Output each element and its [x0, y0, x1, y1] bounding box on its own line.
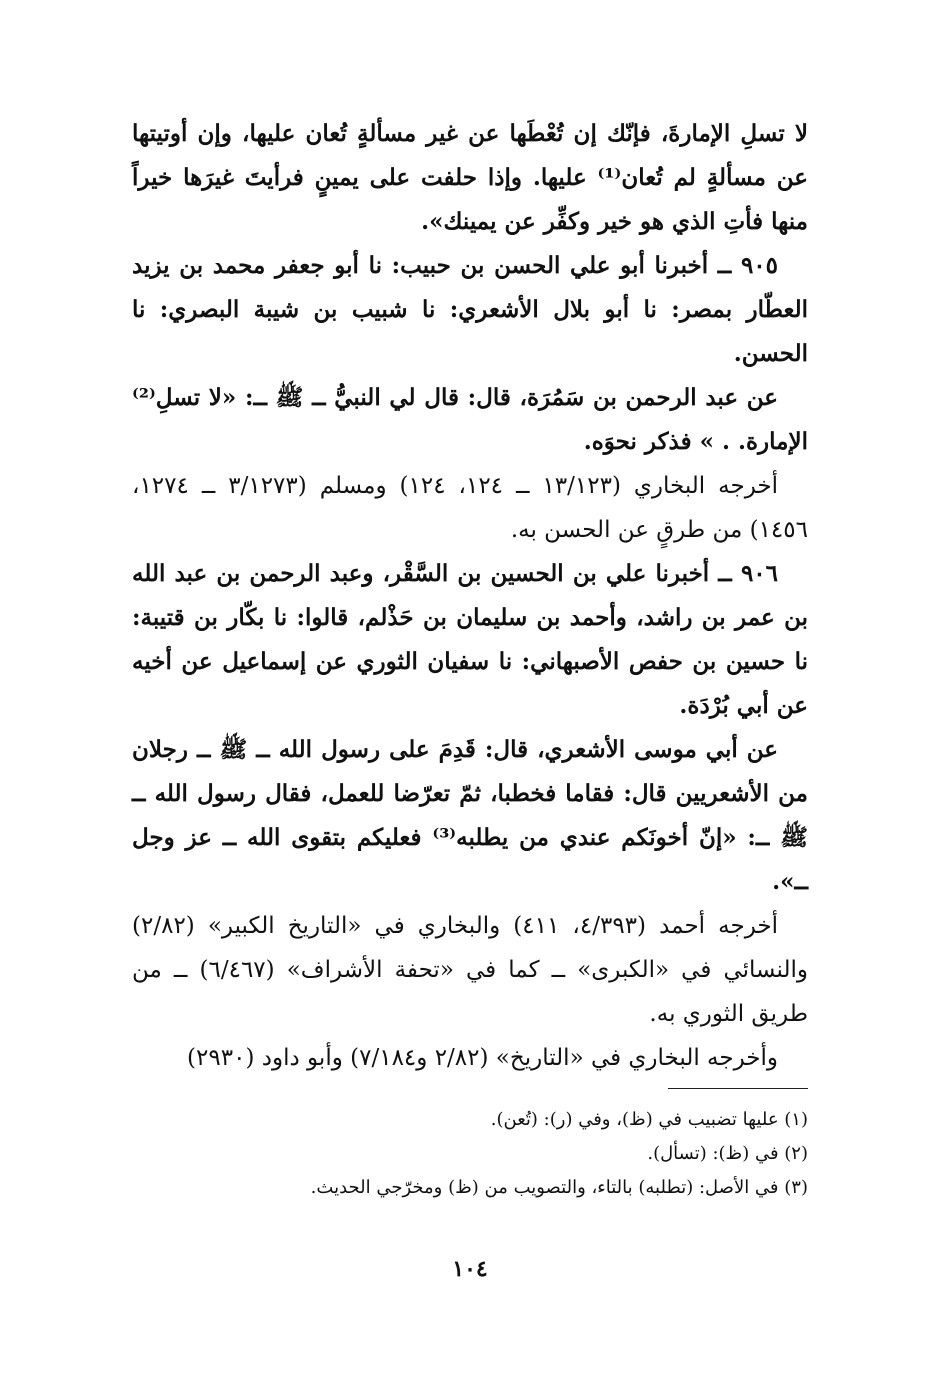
takhrij-905-paragraph: أخرجه البخاري (١٣/١٢٣ ــ ١٢٤، ١٢٤) ومسلم (٣/١٢٧٣ ــ ١٢٧٤، ١٤٥٦) من طرقٍ عن الحسن به. [132, 473, 808, 543]
footnotes-list [132, 1103, 808, 1205]
takhrij-906-paragraph: أخرجه أحمد (٤/٣٩٣، ٤١١) والبخاري في «التاريخ الكبير» (٢/٨٢) والنسائي في «الكبرى» ــ كما في «تحفة الأشراف» (٦/٤٦٧) ــ من طريق الثوري به. [132, 913, 808, 1027]
hadith-906-text-paragraph: عن أبي موسى الأشعري، قال: قَدِمَ على رسول الله ــ ﷺ ــ رجلان من الأشعريين قال: فقاما فخطبا، ثمّ تعرّضا للعمل، فقال رسول الله ــ ﷺ ــ: «إنّ أخونَكم عندي من يطلبه⁽³⁾ فعليكم بتقوى الله ــ عز وجل ــ». [132, 736, 808, 895]
isnad-905-paragraph: ٩٠٥ ــ أخبرنا أبو علي الحسن بن حبيب: نا أبو جعفر محمد بن يزيد العطّار بمصر: نا أبو بلال الأشعري: نا شبيب بن شيبة البصري: نا الحسن. [132, 252, 808, 367]
footnote-2: (٢) في (ظ): (تسأل). [647, 1143, 808, 1164]
footnote-1: (١) عليها تضبيب في (ظ)، وفي (ر): (تُعن). [490, 1109, 808, 1130]
page-body [132, 112, 808, 1205]
footnote-3: (٣) في الأصل: (تطلبه) بالتاء، والتصويب من (ظ) ومخرّجي الحديث. [310, 1177, 808, 1198]
page-number: ١٠٤ [452, 1256, 488, 1282]
isnad-906-paragraph: ٩٠٦ ــ أخبرنا علي بن الحسين بن السَّقْر، وعبد الرحمن بن عبد الله بن عمر بن راشد، وأحمد بن سليمان بن حَذْلم، قالوا: نا بكّار بن قتيبة: نا حسين بن حفص الأصبهاني: نا سفيان الثوري عن إسماعيل عن أخيه عن أبي بُرْدَة. [132, 560, 808, 719]
takhrij-906-continued-paragraph: وأخرجه البخاري في «التاريخ» (٢/٨٢ و٧/١٨٤) وأبو داود (٢٩٣٠) [187, 1045, 778, 1071]
footnote-divider [668, 1088, 808, 1089]
hadith-905-text-paragraph: عن عبد الرحمن بن سَمُرَة، قال: قال لي النبيُّ ــ ﷺ ــ: «لا تسلِ⁽²⁾ الإمارة. . » فذكر نحوَه. [132, 384, 808, 455]
hadith-text-paragraph: لا تسلِ الإمارةَ، فإنّك إن تُعْطَها عن غير مسألةٍ تُعان عليها، وإن أوتيتها عن مسألةٍ لم تُعان⁽¹⁾ عليها. وإذا حلفت على يمينٍ فرأيتَ غيرَها خيراً منها فأتِ الذي هو خير وكفِّر عن يمينك». [132, 120, 808, 235]
